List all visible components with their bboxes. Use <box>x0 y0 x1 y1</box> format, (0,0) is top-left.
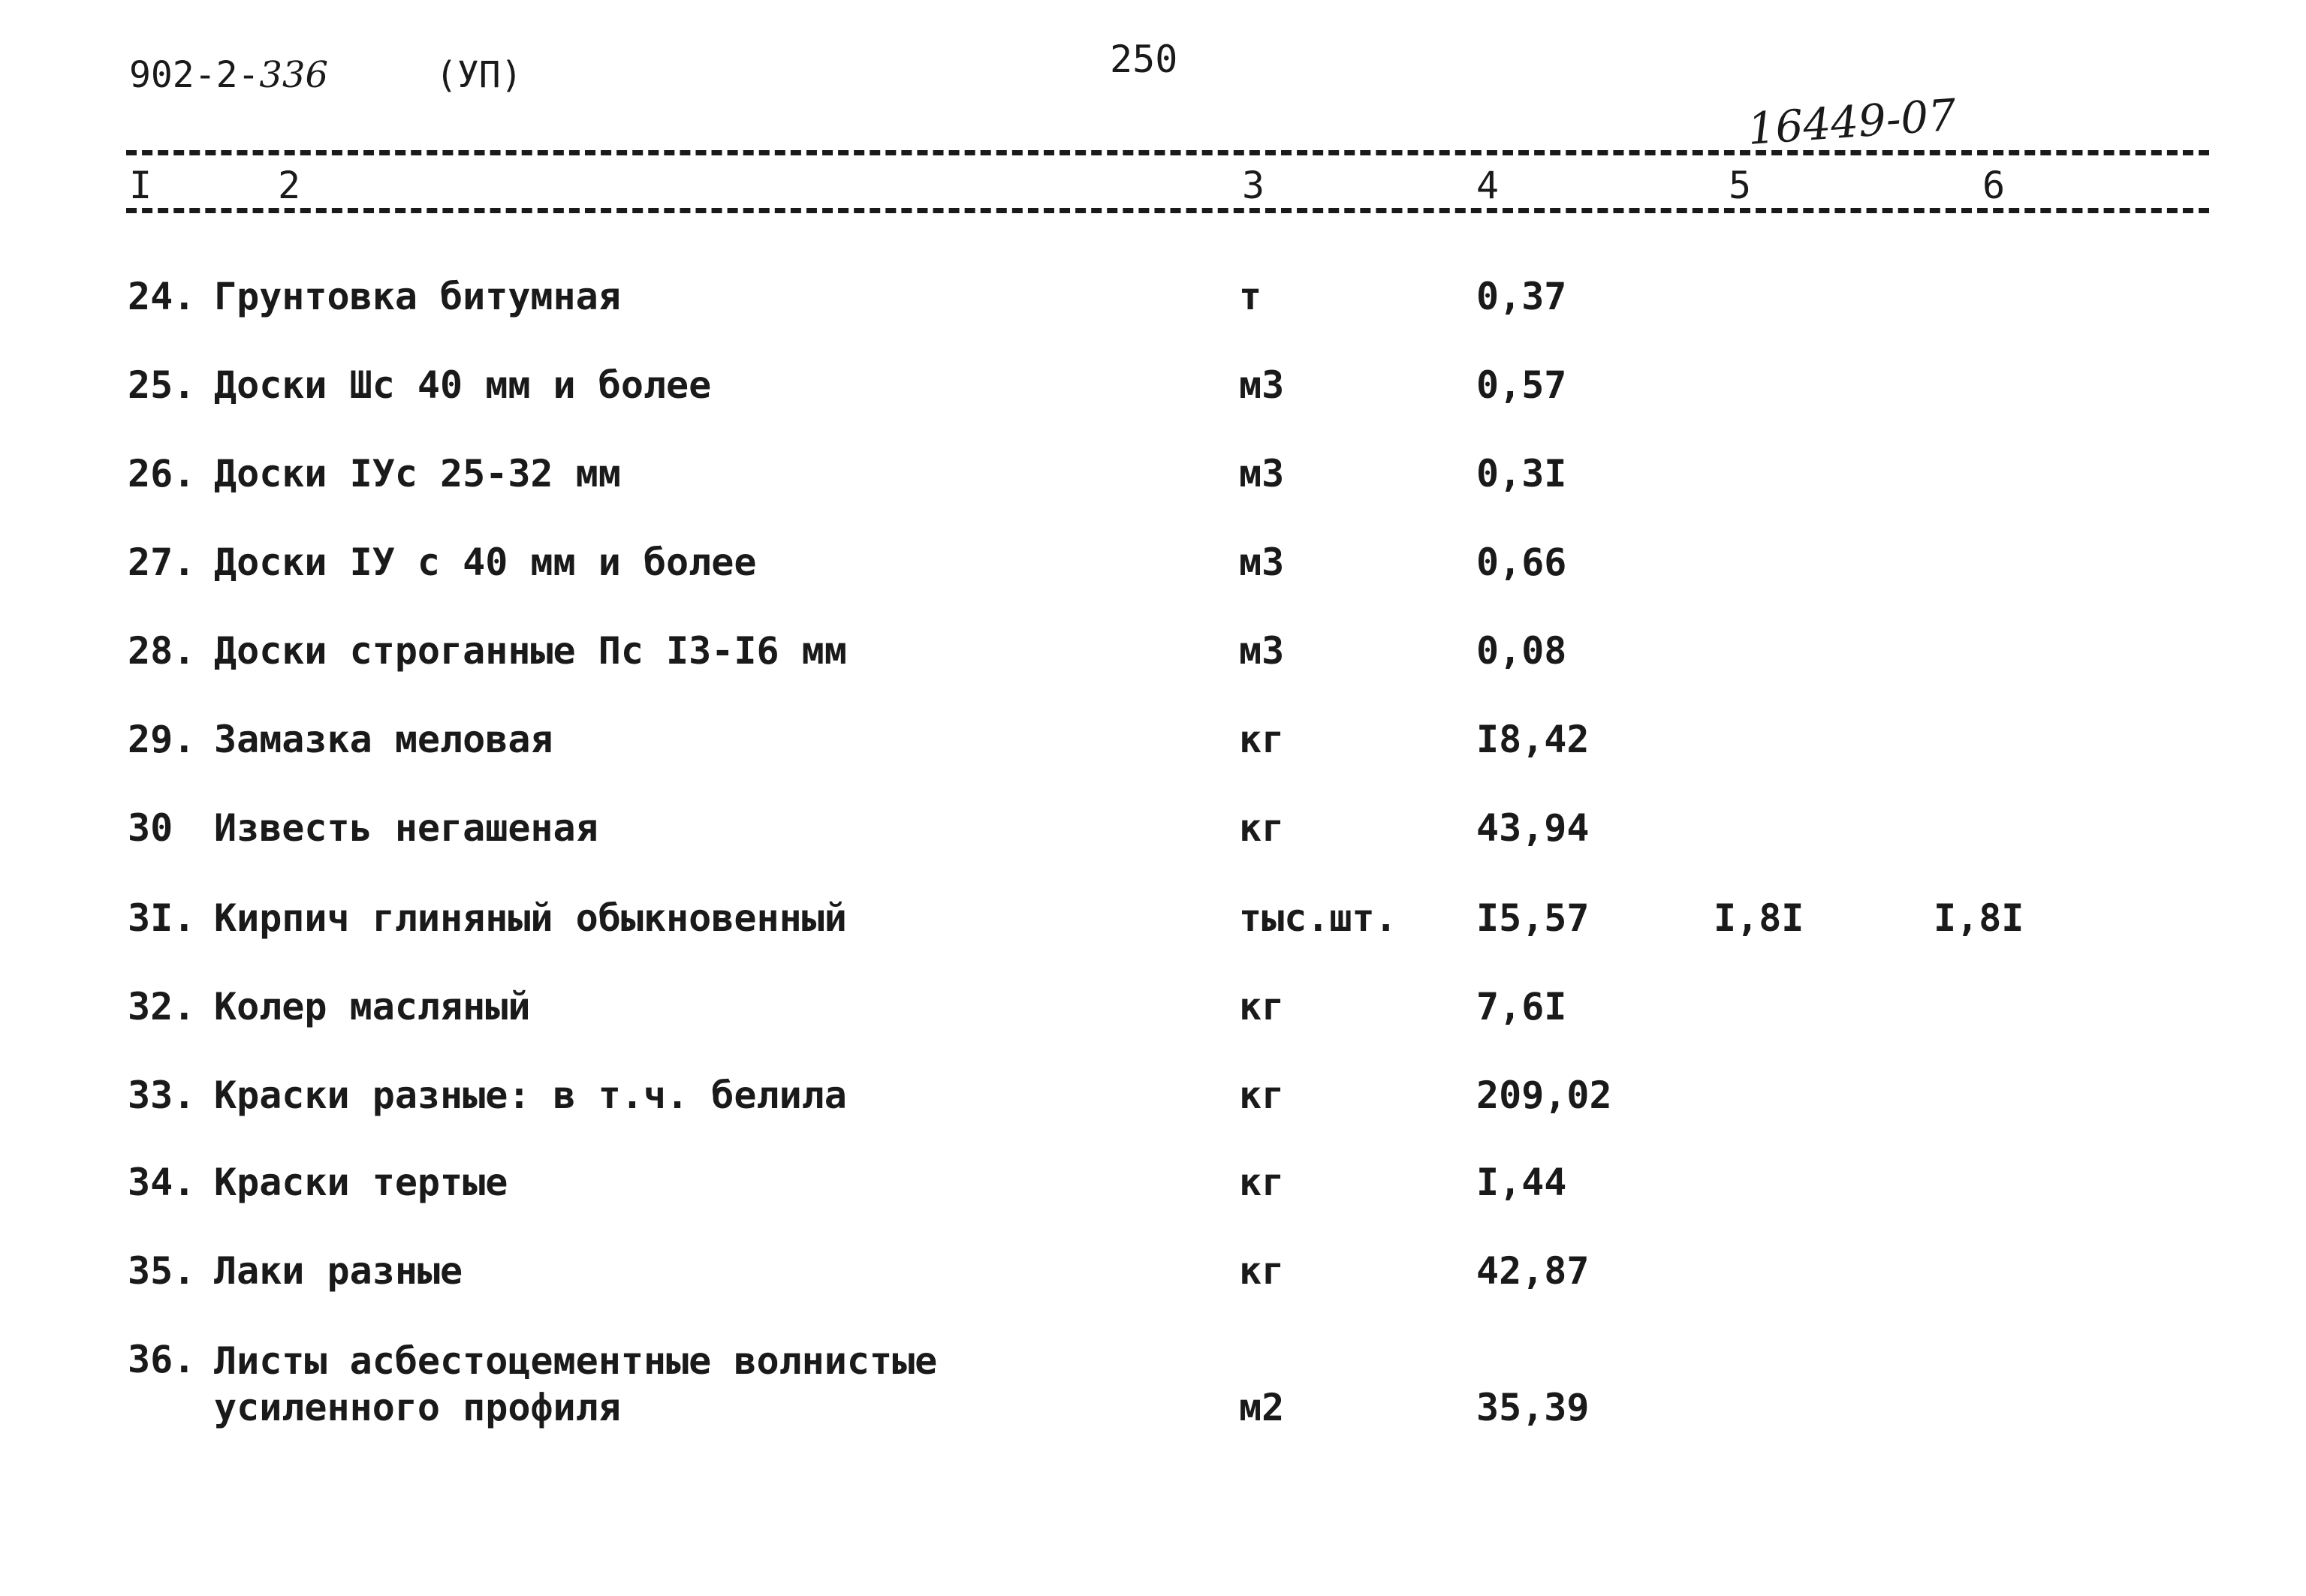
table-row <box>0 1249 2306 1309</box>
column-5-value: I,8I <box>1714 896 1804 940</box>
material-name: Краски тертые <box>214 1161 508 1204</box>
material-name: Доски IУ с 40 мм и более <box>214 541 757 584</box>
row-number: 24. <box>128 275 196 318</box>
row-number: 29. <box>128 718 196 761</box>
material-name: Известь негашеная <box>214 806 598 850</box>
row-number: 3I. <box>128 896 196 940</box>
document-number: 16449-07 <box>1746 89 1958 155</box>
material-name: Краски разные: в т.ч. белила <box>214 1074 847 1117</box>
material-name: Грунтовка битумная <box>214 275 621 318</box>
table-row <box>0 1074 2306 1134</box>
quantity: 43,94 <box>1476 806 1590 850</box>
unit: м3 <box>1239 629 1285 673</box>
page-number: 250 <box>1110 38 1178 81</box>
unit: кг <box>1239 806 1285 850</box>
table-row <box>0 452 2306 512</box>
table-row <box>0 1161 2306 1221</box>
header-divider-top <box>126 150 2209 155</box>
table-row <box>0 275 2306 335</box>
column-number-2: 2 <box>278 164 301 207</box>
quantity: 0,08 <box>1476 629 1567 673</box>
table-row <box>0 363 2306 423</box>
row-number: 25. <box>128 363 196 407</box>
material-name: Листы асбестоцементные волнистые усиленного профиля <box>214 1339 938 1429</box>
unit: кг <box>1239 1074 1285 1117</box>
table-row <box>0 629 2306 689</box>
table-row <box>0 896 2306 956</box>
material-name: Доски строганные Пс I3-I6 мм <box>214 629 847 673</box>
quantity: 0,66 <box>1476 541 1567 584</box>
unit: тыс.шт. <box>1239 896 1397 940</box>
row-number: 34. <box>128 1161 196 1204</box>
quantity: 0,37 <box>1476 275 1567 318</box>
unit: кг <box>1239 718 1285 761</box>
unit: кг <box>1239 1161 1285 1204</box>
row-number: 28. <box>128 629 196 673</box>
table-row <box>0 1338 2306 1428</box>
column-number-5: 5 <box>1729 164 1752 207</box>
unit: кг <box>1239 985 1285 1028</box>
document-type: (УП) <box>436 54 523 96</box>
table-row <box>0 806 2306 866</box>
document-code-suffix: 336 <box>259 54 329 96</box>
quantity: 7,6I <box>1476 985 1567 1028</box>
quantity: I5,57 <box>1476 896 1590 940</box>
material-name: Колер масляный <box>214 985 531 1028</box>
column-number-3: 3 <box>1242 164 1265 207</box>
header-divider-bottom <box>126 208 2209 213</box>
unit: м3 <box>1239 541 1285 584</box>
table-row <box>0 718 2306 778</box>
row-number: 36. <box>128 1338 196 1381</box>
column-number-1: I <box>129 164 152 207</box>
table-row <box>0 541 2306 601</box>
unit: м3 <box>1239 363 1285 407</box>
row-number: 27. <box>128 541 196 584</box>
unit: м2 <box>1239 1386 1285 1429</box>
document-code-prefix: 902-2- <box>129 54 260 96</box>
unit: т <box>1239 275 1262 318</box>
row-number: 26. <box>128 452 196 495</box>
document-code <box>129 54 328 96</box>
row-number: 30 <box>128 806 173 850</box>
column-number-6: 6 <box>1982 164 2006 207</box>
quantity: I8,42 <box>1476 718 1590 761</box>
table-row <box>0 985 2306 1045</box>
unit: кг <box>1239 1249 1285 1293</box>
material-name: Кирпич глиняный обыкновенный <box>214 896 847 940</box>
row-number: 33. <box>128 1074 196 1117</box>
material-name: Доски IУс 25-32 мм <box>214 452 621 495</box>
column-6-value: I,8I <box>1934 896 2024 940</box>
material-name: Доски Шс 40 мм и более <box>214 363 712 407</box>
quantity: 35,39 <box>1476 1386 1590 1429</box>
quantity: 0,57 <box>1476 363 1567 407</box>
row-number: 35. <box>128 1249 196 1293</box>
unit: м3 <box>1239 452 1285 495</box>
column-number-4: 4 <box>1476 164 1500 207</box>
material-name: Лаки разные <box>214 1249 463 1293</box>
quantity: 42,87 <box>1476 1249 1590 1293</box>
material-name: Замазка меловая <box>214 718 553 761</box>
quantity: 0,3I <box>1476 452 1567 495</box>
quantity: I,44 <box>1476 1161 1567 1204</box>
quantity: 209,02 <box>1476 1074 1612 1117</box>
row-number: 32. <box>128 985 196 1028</box>
